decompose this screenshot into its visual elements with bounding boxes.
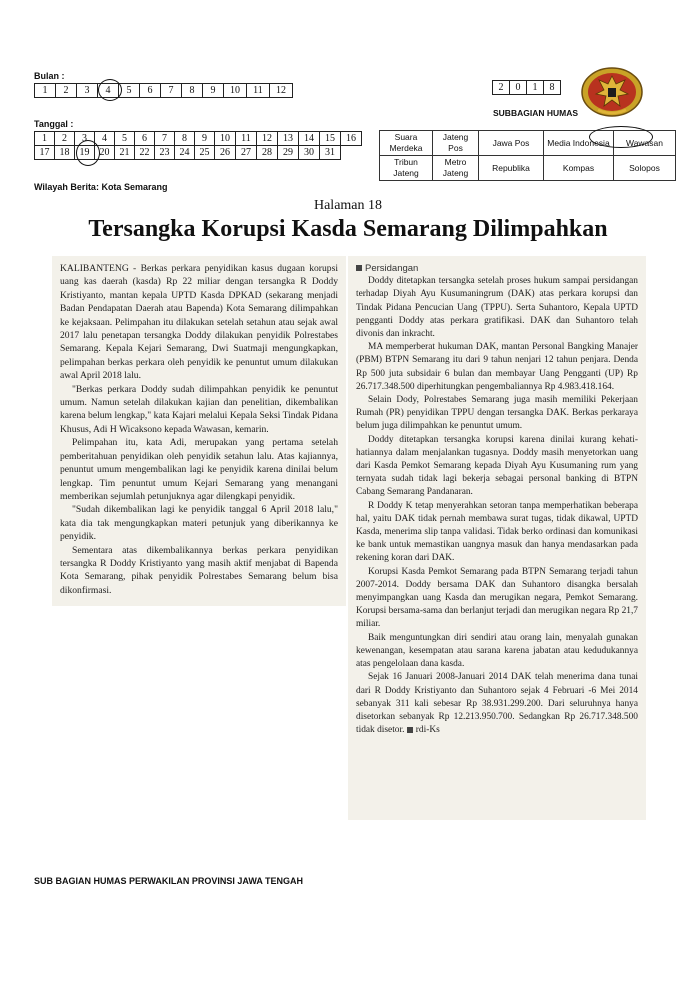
date-cell-14: 14 bbox=[299, 132, 320, 146]
article-right-column bbox=[356, 262, 638, 737]
month-cell-10: 10 bbox=[224, 84, 247, 98]
month-cell-11: 11 bbox=[247, 84, 270, 98]
month-cell-3: 3 bbox=[77, 84, 98, 98]
media-jawa-pos: Jawa Pos bbox=[479, 131, 544, 156]
media-table bbox=[379, 130, 676, 181]
article-left-column bbox=[60, 262, 338, 597]
media-tribun-jateng: Tribun Jateng bbox=[380, 156, 433, 181]
article-paragraph: Baik menguntungkan diri sendiri atau orang lain, menyalah gunakan kewenangan, kesempatan atau sarana karena jabatan atau kedudukannya atas pengelolaan dana kasda. bbox=[356, 632, 638, 670]
garuda-emblem-icon bbox=[580, 66, 644, 118]
month-cell-8: 8 bbox=[182, 84, 203, 98]
media-metro-jateng: Metro Jateng bbox=[433, 156, 479, 181]
date-cell-18: 18 bbox=[55, 146, 75, 160]
date-cell-5: 5 bbox=[115, 132, 135, 146]
date-cell-28: 28 bbox=[257, 146, 278, 160]
date-cell-9: 9 bbox=[195, 132, 215, 146]
year-digit-cell-8: 8 bbox=[544, 81, 561, 95]
date-cell-6: 6 bbox=[135, 132, 155, 146]
media-wawasan: Wawasan bbox=[614, 131, 676, 156]
month-cell-5: 5 bbox=[119, 84, 140, 98]
year-digit-cell-0: 0 bbox=[510, 81, 527, 95]
media-kompas: Kompas bbox=[544, 156, 614, 181]
date-cell-23: 23 bbox=[155, 146, 175, 160]
date-cell-21: 21 bbox=[115, 146, 135, 160]
date-cell-22: 22 bbox=[135, 146, 155, 160]
date-cell-12: 12 bbox=[257, 132, 278, 146]
date-cell-29: 29 bbox=[278, 146, 299, 160]
month-cell-12: 12 bbox=[270, 84, 293, 98]
page-number: Halaman 18 bbox=[313, 198, 383, 213]
article-last-text: Sejak 16 Januari 2008-Januari 2014 DAK telah menerima dana tunai dari R Doddy Kristiyanto dan Suhantoro sejak 4 Februari -6 Mei 2014 sebanyak 311 kali sebesar Rp 38.931.299.200. Dari seluruhnya hanya disetorkan sebanyak Rp 12.213.950.700. Sedangkan Rp 26.717.348.500 tidak disetor. bbox=[356, 672, 638, 736]
date-cell-1: 1 bbox=[35, 132, 55, 146]
media-solopos: Solopos bbox=[614, 156, 676, 181]
date-cell-8: 8 bbox=[175, 132, 195, 146]
article-paragraph: KALIBANTENG - Berkas perkara penyidikan kasus dugaan korupsi uang kas daerah (kasda) Rp 22 miliar dengan tersangka R Doddy Kristiyanto, mantan kepala UPTD Kasda DPKAD (sekarang menjadi Badan Pendapatan Daerah atau Bapenda) Kota Semarang dilimpahkan ke kejaksaan. Pelimpahan itu dilakukan setelah setahun atau sejak awal 2017 lalu penetapan tersangka Doddy dilakukan penyidik Polrestabes Semarang. Kepala Kejari Semarang, Dwi Suatmaji mengungkapkan, pelimpahan berkas perkara oleh penyidik ke penuntut umum dilakukan awal April 2018 lalu. bbox=[60, 263, 338, 382]
year-digit-cell-2: 2 bbox=[493, 81, 510, 95]
media-suara-merdeka: Suara Merdeka bbox=[380, 131, 433, 156]
month-grid bbox=[34, 83, 293, 98]
article-paragraph: Korupsi Kasda Pemkot Semarang pada BTPN Semarang terjadi tahun 2007-2014. Doddy bersama DAK dan Suhantoro disangka bersalah menyimpangkan uang Kasda dan merugikan negara, Pemkot Semarang. Korupsi bersama-sama dan berlanjut terjadi dan merugikan negara Rp 21,7 miliar. bbox=[356, 566, 638, 630]
date-cell-16: 16 bbox=[341, 132, 362, 146]
date-cell-31: 31 bbox=[320, 146, 341, 160]
month-cell-6: 6 bbox=[140, 84, 161, 98]
month-cell-9: 9 bbox=[203, 84, 224, 98]
media-jateng-pos: Jateng Pos bbox=[433, 131, 479, 156]
article-paragraph: R Doddy K tetap menyerahkan setoran tanpa memperhatikan beberapa hal, yaitu DAK tidak pernah membawa surat tugas, tidak dikawal, UPTD Kasda, menerima slip tanpa validasi. Tidak berko ordinasi dan komunikasi ke bank untuk memastikan uangnya masuk dan hanya mendasarkan pada rekening koran dari DAK. bbox=[356, 500, 638, 564]
date-cell-25: 25 bbox=[195, 146, 215, 160]
date-cell-10: 10 bbox=[215, 132, 236, 146]
subbagian-humas: SUBBAGIAN HUMAS bbox=[493, 108, 578, 118]
subhead-persidangan bbox=[356, 262, 638, 275]
date-cell-20: 20 bbox=[95, 146, 115, 160]
square-bullet-icon bbox=[407, 727, 413, 733]
date-cell-2: 2 bbox=[55, 132, 75, 146]
month-cell-4: 4 bbox=[98, 84, 119, 98]
year-grid bbox=[492, 80, 561, 95]
wilayah-berita: Wilayah Berita: Kota Semarang bbox=[34, 182, 168, 192]
article-paragraph: "Berkas perkara Doddy sudah dilimpahkan penyidik ke penuntut umum. Namun setelah dilakukan kajian dan penelitian, dikembalikan karena belum lengkap," kata Kajari melalui Kepala Seksi Tindak Pidana Khusus, Adi H Wicaksono kepada Wawasan, kemarin. bbox=[60, 383, 338, 435]
headline: Tersangka Korupsi Kasda Semarang Dilimpahkan bbox=[88, 216, 608, 242]
article-paragraph bbox=[356, 671, 638, 737]
year-digit-cell-1: 1 bbox=[527, 81, 544, 95]
article-paragraph: Selain Dody, Polrestabes Semarang juga masih memiliki Pekerjaan Rumah (PR) penyidikan TPPU dengan tersangka DAK. Berkas perkaraya belum juga dilimpahkan ke penuntut umum. bbox=[356, 395, 638, 432]
date-cell-15: 15 bbox=[320, 132, 341, 146]
month-cell-7: 7 bbox=[161, 84, 182, 98]
month-cell-2: 2 bbox=[56, 84, 77, 98]
date-cell-19: 19 bbox=[75, 146, 95, 160]
bulan-label: Bulan : bbox=[34, 71, 65, 81]
date-cell-7: 7 bbox=[155, 132, 175, 146]
date-cell-3: 3 bbox=[75, 132, 95, 146]
article-paragraph: MA memperberat hukuman DAK, mantan Personal Bangking Manajer (PBM) BTPN Semarang itu dari 9 tahun nenjari 12 tahun penjara. Denda Rp 500 juta subsidair 6 bulan dan membayar Uang Pengganti (UP) Rp 26.717.348.500 diperhitungkan pengembaliannya Rp 4.983.418.164. bbox=[356, 342, 638, 392]
footer: SUB BAGIAN HUMAS PERWAKILAN PROVINSI JAWA TENGAH bbox=[34, 876, 304, 886]
date-grid bbox=[34, 131, 362, 160]
date-cell-30: 30 bbox=[299, 146, 320, 160]
media-media-indonesia: Media Indonesia bbox=[544, 131, 614, 156]
date-cell-4: 4 bbox=[95, 132, 115, 146]
date-cell-11: 11 bbox=[236, 132, 257, 146]
date-cell-17: 17 bbox=[35, 146, 55, 160]
article-paragraph: "Sudah dikembalikan lagi ke penyidik tanggal 6 April 2018 lalu," kata dia tak mengungkapkan materi petunjuk yang diberikannya ke penyidik. bbox=[60, 504, 338, 543]
media-republika: Republika bbox=[479, 156, 544, 181]
date-cell-13: 13 bbox=[278, 132, 299, 146]
subhead-text: Persidangan bbox=[365, 263, 419, 274]
article-paragraph: Doddy ditetapkan tersangka korupsi karena dinilai kurang kehati-hatiannya dalam menjalankan tugasnya. Doddy masih menyetorkan uang dari Kasda Pemkot Semarang kepada Diyah Ayu Kusumaning rum yang ternyata sudah tidak lagi bekerja sebagai personal banking di BTPN Cabang Semarang Pandanaran. bbox=[356, 434, 638, 498]
date-cell-24: 24 bbox=[175, 146, 195, 160]
square-bullet-icon bbox=[356, 265, 362, 271]
date-cell-26: 26 bbox=[215, 146, 236, 160]
article-paragraph: Sementara atas dikembalikannya berkas perkara penyidikan tersangka R Doddy Kristiyanto yang masih aktif menjabat di Bapenda Kota Semarang, pihak penyidik Polrestabes Semarang belum bisa dikonfirmasi. bbox=[60, 544, 338, 596]
article-paragraph: Doddy ditetapkan tersangka setelah proses hukum sampai persidangan terhadap Diyah Ayu Kusumaningrum (DAK) atas perkara korupsi dan Tindak Pidana Pencucian Uang (TPPU). Serta Suhantoro, Kepala UPTD pengganti Doddy atas perkara gratifikasi. DAK dan Suhantoro telah divonis dan inkracht. bbox=[356, 276, 638, 340]
tanggal-label: Tanggal : bbox=[34, 119, 74, 129]
article-paragraph: Pelimpahan itu, kata Adi, merupakan yang pertama setelah pemberitahuan penyidikan oleh penyidik setahun lalu. Atas kajiannya, penuntut umum mengembalikan lagi ke penyidik karena dinilai belum lengkap. Tim penuntut umum Kejari Semarang yang menangani memberikan sejumlah petunjuknya agar dilengkapi penyidik. bbox=[60, 437, 338, 502]
month-cell-1: 1 bbox=[35, 84, 56, 98]
byline: rdi-Ks bbox=[415, 725, 440, 736]
date-cell-27: 27 bbox=[236, 146, 257, 160]
